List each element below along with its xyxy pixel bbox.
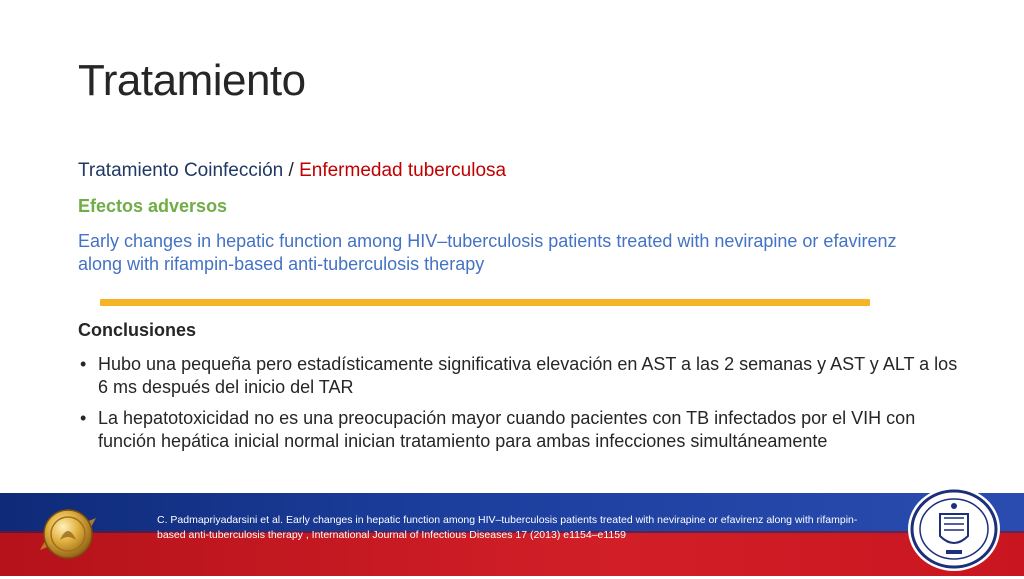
bullet-icon: • — [80, 354, 87, 374]
subtitle-primary: Tratamiento Coinfección — [78, 160, 284, 181]
section-heading-adverse-effects: Efectos adversos — [78, 196, 228, 216]
subtitle-separator: / — [283, 160, 300, 181]
slide-subtitle — [78, 160, 506, 182]
list-item — [78, 353, 958, 399]
list-item — [78, 407, 958, 453]
university-seal-icon — [906, 484, 1002, 574]
citation-text: C. Padmapriyadarsini et al. Early changes in hepatic function among HIV–tuberculosis patients treated with nevirapine or efavirenz along with rifampin-based anti-tuberculosis therapy , International Journal of Infectious Diseases 17 (2013) e1154–e1159 — [157, 514, 858, 541]
divider-bar — [100, 299, 870, 306]
gold-medal-icon — [32, 498, 104, 570]
conclusions-heading: Conclusiones — [78, 320, 197, 340]
bullet-icon: • — [80, 408, 87, 428]
conclusions-list — [78, 353, 958, 461]
slide-title: Tratamiento — [78, 56, 306, 105]
bullet-text: Hubo una pequeña pero estadísticamente significativa elevación en AST a las 2 semanas y AST y ALT a los 6 ms después del inicio del TAR — [98, 354, 958, 397]
subtitle-accent: Enfermedad tuberculosa — [299, 160, 507, 181]
bullet-text: La hepatotoxicidad no es una preocupación mayor cuando pacientes con TB infectados por el VIH con función hepática inicial normal inician tratamiento para ambas infecciones simultáneamente — [98, 408, 916, 451]
study-title: Early changes in hepatic function among HIV–tuberculosis patients treated with nevirapine or efavirenz along with rifampin-based anti-tuberculosis therapy — [78, 231, 897, 274]
